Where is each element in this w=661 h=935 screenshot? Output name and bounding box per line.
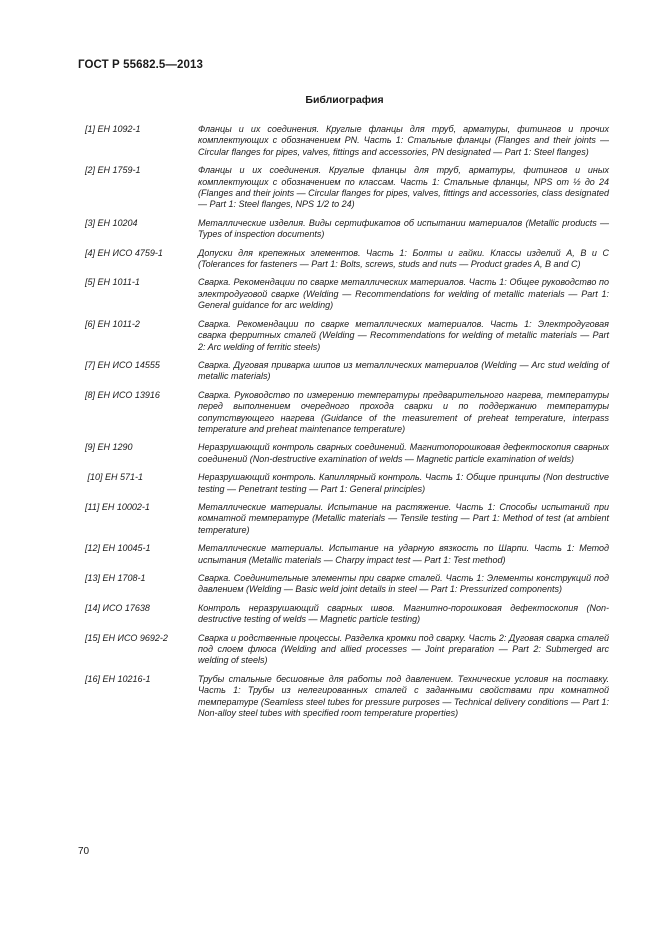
- bibliography-entry: [85, 165, 611, 211]
- bibliography-entry: [85, 633, 611, 667]
- bibliography-entry: [85, 674, 611, 720]
- entry-reference: [16] ЕН 10216-1: [85, 673, 151, 684]
- entry-description: Сварка. Дуговая приварка шипов из металлических материалов (Welding — Arc stud welding of metallic materials): [198, 359, 609, 382]
- entry-reference: [4] ЕН ИСО 4759-1: [85, 247, 163, 258]
- entry-description: Сварка. Соединительные элементы при сварке сталей. Часть 1: Элементы конструкций под давлением (Welding — Basic weld joint details in steel — Part 1: Pressurized components): [198, 573, 609, 595]
- entry-reference: [14] ИСО 17638: [85, 602, 150, 613]
- entry-description: Металлические материалы. Испытание на ударную вязкость по Шарпи. Часть 1: Метод испытания (Metallic materials — Charpy impact test — Part 1: Test method): [198, 543, 609, 565]
- entry-reference: [10] ЕН 571-1: [85, 472, 144, 483]
- bibliography-entry: [85, 442, 611, 465]
- entry-reference: [15] ЕН ИСО 9692-2: [85, 632, 168, 643]
- entry-description: Сварка. Руководство по измерению температуры предварительного нагрева, температуры перед выполнением очередного прохода сварки и по поддержанию температуры сопутствующего нагрева (Guidance of the measurement of preheat temperature, interpass temperature and preheat maintenance temperature): [198, 389, 609, 434]
- bibliography-entry: [85, 360, 611, 383]
- bibliography-entry: [85, 218, 611, 241]
- entry-reference: [11] ЕН 10002-1: [85, 501, 150, 512]
- bibliography-entry: [85, 502, 611, 536]
- entry-description: Допуски для крепежных элементов. Часть 1: Болты и гайки. Классы изделий А, В и С (Tolerances for fasteners — Part 1: Bolts, screws, studs and nuts — Product grades A, B and C): [198, 247, 609, 270]
- entry-reference: [9] ЕН 1290: [85, 442, 133, 453]
- page-number: 70: [78, 846, 90, 857]
- entry-reference: [3] ЕН 10204: [85, 217, 138, 228]
- entry-description: Неразрушающий контроль. Капиллярный контроль. Часть 1: Общие принципы (Non destructive testing — Penetrant testing — Part 1: General principles): [198, 472, 609, 494]
- entry-reference: [5] ЕН 1011-1: [85, 277, 140, 288]
- bibliography-entry: [85, 472, 611, 495]
- entry-reference: [13] ЕН 1708-1: [85, 573, 146, 583]
- entry-description: Металлические материалы. Испытание на растяжение. Часть 1: Способы испытаний при комнатной температуре (Metallic materials — Tensile testing — Part 1: Method of test (at ambient temperature): [198, 501, 609, 535]
- entry-description: Металлические изделия. Виды сертификатов об испытании материалов (Metallic products — Types of inspection documents): [198, 217, 609, 240]
- bibliography-entry: [85, 277, 611, 311]
- entry-description: Трубы стальные бесшовные для работы под давлением. Технические условия на поставку. Часть 1: Трубы из нелегированных сталей с заданными свойствами при комнатной температуре (Seamless steel tubes for pressure purposes — Technical delivery conditions — Part 1: Non-alloy steel tubes with specified room temperature properties): [198, 673, 609, 719]
- bibliography-entry: [85, 603, 611, 626]
- entry-reference: [2] ЕН 1759-1: [85, 165, 141, 176]
- entry-reference: [8] ЕН ИСО 13916: [85, 389, 160, 400]
- entry-description: Фланцы и их соединения. Круглые фланцы для труб, арматуры, фитингов и иных комплектующих с обозначением по классам. Часть 1: Стальные фланцы, NPS от ½ до 24 (Flanges and their joints — Circular flanges for pipes, valves, fittings and accessories, class designated — Part 1: Steel flanges, NPS 1/2 to 24): [198, 165, 609, 210]
- bibliography-entry: [85, 124, 611, 158]
- entry-reference: [1] ЕН 1092-1: [85, 124, 141, 134]
- entry-reference: [6] ЕН 1011-2: [85, 318, 140, 329]
- bibliography-entry: [85, 573, 611, 596]
- bibliography-entry: [85, 319, 611, 353]
- bibliography-entry: [85, 390, 611, 436]
- entry-description: Фланцы и их соединения. Круглые фланцы для труб, арматуры, фитингов и прочих комплектующих с обозначением PN. Часть 1: Стальные фланцы (Flanges and their joints — Circular flanges for pipes, valves, fittings and accessories, PN designated — Part 1: Steel flanges): [198, 124, 609, 157]
- document-header: ГОСТ Р 55682.5—2013: [78, 59, 203, 71]
- entry-description: Сварка. Рекомендации по сварке металлических материалов. Часть 1: Общее руководство по электродуговой сварке (Welding — Recommendations for welding of metallic materials — Part 1: General guidance for arc welding): [198, 277, 609, 311]
- entry-description: Неразрушающий контроль сварных соединений. Магнитопорошковая дефектоскопия сварных соединений (Non-destructive examination of welds — Magnetic particle examination of welds): [198, 442, 609, 464]
- bibliography-entry: [85, 543, 611, 566]
- entry-description: Контроль неразрушающий сварных швов. Магнитно-порошковая дефектоскопия (Non-destructive testing of welds — Magnetic particle testing): [198, 602, 609, 625]
- page-title: Библиография: [305, 94, 384, 106]
- entry-reference: [12] ЕН 10045-1: [85, 543, 151, 554]
- entry-reference: [7] ЕН ИСО 14555: [85, 359, 160, 370]
- bibliography-entry: [85, 248, 611, 271]
- bibliography-list: [85, 124, 611, 726]
- entry-description: Сварка. Рекомендации по сварке металлических материалов. Часть 1: Электродуговая сварка ферритных сталей (Welding — Recommendations for welding of metallic materials — Part 2: Arc welding of ferritic steels): [198, 318, 609, 352]
- entry-description: Сварка и родственные процессы. Разделка кромки под сварку. Часть 2: Дуговая сварка сталей под слоем флюса (Welding and allied processes — Joint preparation — Part 2: Submerged arc welding of steels): [198, 632, 609, 666]
